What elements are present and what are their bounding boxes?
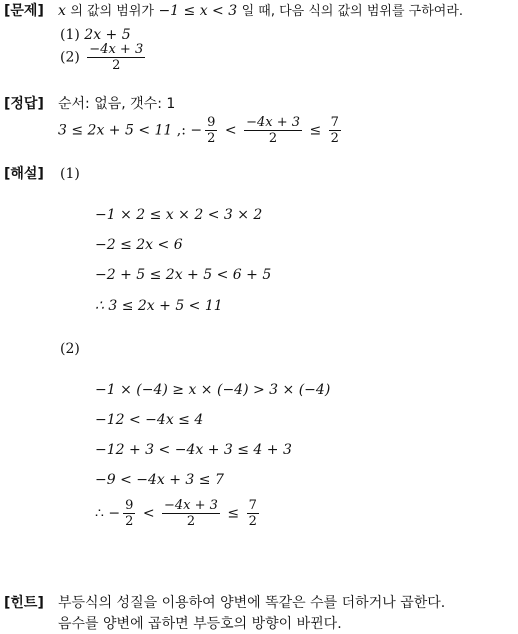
item-1-expression: 2x + 5 [84,27,131,43]
solution-fraction-2 [162,498,220,529]
answer-part-1: 3 ≤ 2x + 5 < 11 [58,122,173,139]
hint-line-2: 음수를 양변에 곱하면 부등호의 방향이 바뀐다. [58,616,342,632]
solution-p1-line-3-text: −2 + 5 ≤ 2x + 5 < 6 + 5 [95,267,272,283]
item-1-number: (1) [60,27,80,43]
answer-fraction-1 [205,115,217,146]
answer-meta: 순서: 없음, 갯수: 1 [58,96,176,112]
solution-part-2-number: (2) [60,341,80,357]
problem-label: [문제] [4,3,44,19]
solution-p2-line-1-text: −1 × (−4) ≥ x × (−4) > 3 × (−4) [95,382,331,398]
item-2-numerator: −4x + 3 [89,42,144,57]
answer-fraction-2-den: 2 [268,131,278,146]
solution-p1-line-2-text: −2 ≤ 2x < 6 [95,237,183,253]
answer-fraction-1-num: 9 [207,115,216,130]
answer-expression [58,115,344,146]
solution-p1-line-4-text: ∴ 3 ≤ 2x + 5 < 11 [95,298,223,314]
hint-line-1: 부등식의 성질을 이용하여 양변에 똑같은 수를 더하거나 곱한다. [58,595,446,611]
answer-fraction-1-den: 2 [207,131,216,146]
solution-fraction-3-num: 7 [248,498,257,513]
problem-item-2 [60,42,148,73]
solution-p2-line-3 [95,441,292,459]
solution-fraction-1 [123,498,135,529]
problem-intro-2: 일 때, 다음 식의 값의 범위를 구하여라. [241,4,464,19]
solution-fraction-3 [247,498,259,529]
solution-therefore: ∴ − [95,505,121,522]
solution-p2-line-2 [95,411,203,429]
solution-fraction-2-num: −4x + 3 [164,498,218,513]
solution-p1-line-1 [95,206,262,224]
answer-label: [정답] [4,96,44,112]
answer-fraction-2 [244,115,302,146]
item-2-number: (2) [60,49,80,66]
problem-condition: −1 ≤ x < 3 [158,3,238,19]
solution-label: [해설] [4,166,44,182]
problem-intro-1: 의 값의 범위가 [70,4,154,19]
solution-p2-line-1 [95,381,330,399]
item-2-denominator: 2 [112,58,121,73]
solution-p1-line-4 [95,297,223,315]
answer-fraction-3-num: 7 [330,115,339,130]
answer-separator: ,: [176,122,186,139]
solution-lt: < [142,505,155,522]
solution-p2-line-4 [95,471,224,489]
item-2-fraction [87,42,145,73]
problem-statement [58,2,463,21]
solution-fraction-3-den: 2 [248,514,257,529]
solution-p2-line-4-text: −9 < −4x + 3 ≤ 7 [95,472,224,488]
solution-p1-line-1-text: −1 × 2 ≤ x × 2 < 3 × 2 [95,207,263,223]
solution-p2-line-5 [95,498,262,529]
solution-p1-line-2 [95,236,183,254]
answer-lt: < [224,122,237,139]
solution-p2-line-2-text: −12 < −4x ≤ 4 [95,412,204,428]
solution-part-1-number: (1) [60,166,80,182]
answer-minus: − [190,122,203,139]
answer-fraction-3 [329,115,341,146]
variable-x: x [58,3,66,19]
answer-fraction-2-num: −4x + 3 [246,115,300,130]
solution-fraction-1-num: 9 [125,498,134,513]
solution-fraction-2-den: 2 [186,514,196,529]
solution-fraction-1-den: 2 [125,514,134,529]
hint-label: [힌트] [4,595,44,611]
solution-p1-line-3 [95,266,271,284]
solution-le: ≤ [227,505,240,522]
answer-fraction-3-den: 2 [330,131,339,146]
answer-le: ≤ [309,122,322,139]
solution-p2-line-3-text: −12 + 3 < −4x + 3 ≤ 4 + 3 [95,442,292,458]
